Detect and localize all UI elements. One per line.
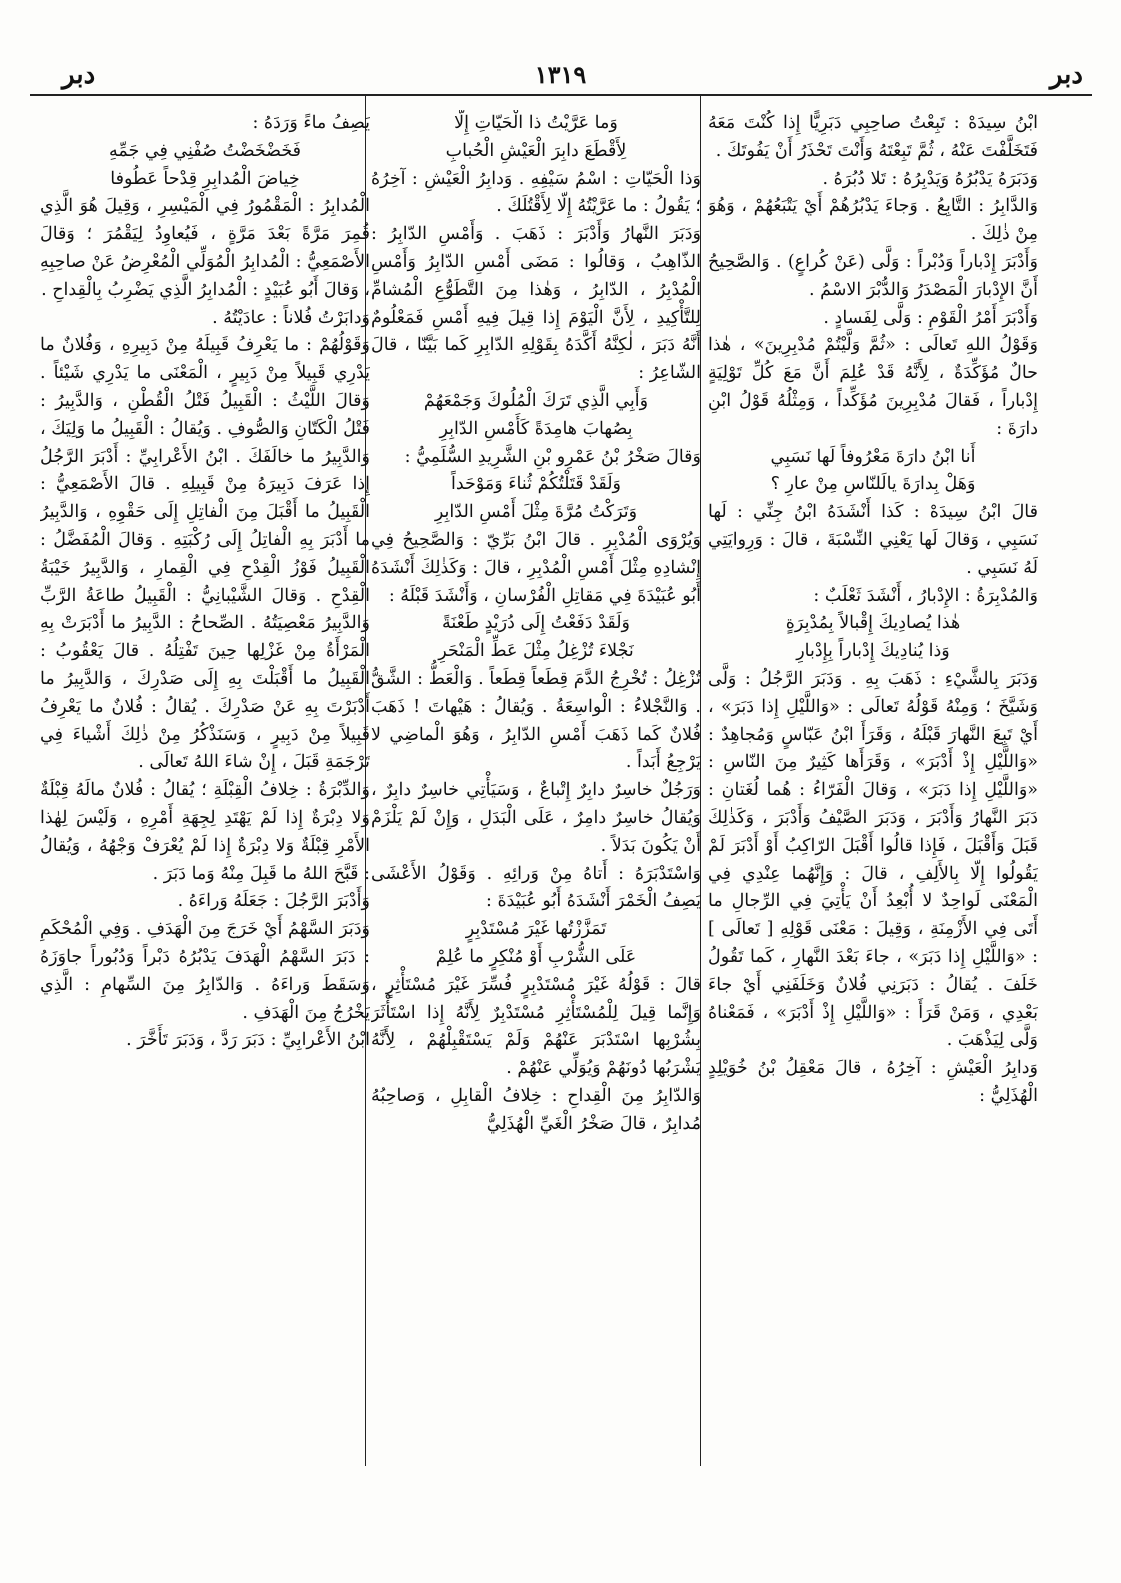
- entry-paragraph: وَالدِّبْرَةُ : خِلافُ الْقِبْلَةِ ؛ يُقالُ : فُلانٌ مالَهُ قِبْلَةٌ وَلا دِبْرَةٌ إِذا لَمْ يَهْتَدِ لِجِهَةِ أَمْرِهِ ، وَلَيْسَ لِهٰذا الأَمْرِ قِبْلَةٌ وَلا دِبْرَةٌ إِذا لَمْ يُعْرَفْ وَجْهُهُ ، وَيُقالُ : قَبَّحَ اللهُ ما قَبِلَ مِنْهُ وَما دَبَرَ .: [40, 780, 370, 884]
- verse-line: وَأَبِي الَّذِي تَرَكَ الْمُلُوكَ وَجَمْعَهُمْ: [423, 390, 649, 411]
- entry-paragraph: وَقَوْلُهُمْ : ما يَعْرِفُ قَبِيلَهُ مِنْ دَبِيرِهِ ، وَفُلانٌ ما يَدْرِي قَبِيلاً مِنْ دَبِيرٍ ، الْمَعْنَى ما يَدْرِي شَيْئاً . وَقالَ اللَّيْثُ : الْقَبِيلُ فَتْلُ الْقُطْنِ ، وَالدَّبِيرُ : فَتْلُ الْكَتّانِ وَالصُّوفِ . وَيُقالُ : الْقَبِيلُ ما وَلِيَكَ ، وَالدَّبِيرُ ما خالَفَكَ . ابْنُ الأَعْرابِيِّ : أَدْبَرَ الرَّجُلُ إِذا عَرَفَ دَبِيرَهُ مِنْ قَبِيلِهِ . قالَ الأَصْمَعِيُّ : الْقَبِيلُ ما أَقْبَلَ مِنَ الْفاتِلِ إِلَى حَقْوِهِ ، وَالدَّبِيرُ ما أَدْبَرَ بِهِ الْفاتِلُ إِلَى رُكْبَتِهِ . وَقالَ الْمُفَضَّلُ : الْقَبِيلُ فَوْزُ الْقِدْحِ فِي الْقِمارِ ، وَالدَّبِيرُ خَيْبَةُ الْقِدْحِ . وَقالَ الشَّيْبانِيُّ : الْقَبِيلُ طاعَةُ الرَّبِّ وَالدَّبِيرُ مَعْصِيَتُهُ . الصِّحاحُ : الدَّبِيرُ ما أَدْبَرَتْ بِهِ الْمَرْأَةُ مِنْ غَزْلِها حِينَ تَفْتِلُهُ . قالَ يَعْقُوبُ : الْقَبِيلُ ما أَقْبَلْتَ بِهِ إِلَى صَدْرِكَ ، وَالدَّبِيرُ ما أَدْبَرْتَ بِهِ عَنْ صَدْرِكَ . يُقالُ : فُلانٌ ما يَعْرِفُ قَبِيلاً مِنْ دَبِيرٍ ، وَسَنَذْكُرُ مِنْ ذٰلِكَ أَشْياءَ فِي تَرْجَمَةِ قَبَلَ ، إِنْ شاءَ اللهُ تَعالَى .: [40, 335, 370, 773]
- entry-paragraph: تُزْغِلُ : تُخْرِجُ الدَّمَ قِطَعاً قِطَعاً . وَالْعَطُّ : الشَّقُّ . وَالنَّجْلاءُ : الْواسِعَةُ . وَيُقالُ : هَيْهاتَ ! ذَهَبَ فُلانٌ كَما ذَهَبَ أَمْسِ الدّابِرُ ، وَهُوَ الْماضِي لا يَرْجِعُ أَبَداً .: [371, 668, 701, 773]
- header-root-word-right: دبر: [1049, 60, 1083, 90]
- verse-line: لِأَقْطَعَ دابِرَ الْعَيْشِ الْحُبابِ: [445, 140, 627, 161]
- verse-line: أَنا ابْنُ دارَةَ مَعْرُوفاً لَها نَسَبِي: [770, 446, 976, 467]
- verse-line: هٰذا يُصادِيكَ إِقْبالاً بِمُدْبِرَةٍ: [785, 613, 961, 634]
- verse-line: وَذا يُنادِيكَ إِدْباراً بِإِدْبارِ: [796, 641, 950, 662]
- entry-paragraph: ابْنُ سِيدَهْ : تَبِعْتُ صاحِبِي دَبَرِيًّا إِذا كُنْتَ مَعَهُ فَتَخَلَّفْتَ عَنْهُ ، ثُمَّ تَبِعْتَهُ وَأَنْتَ تَحْذَرُ أَنْ يَفُوتَكَ .: [708, 113, 1038, 161]
- verse-line: بِصُهابَ هامِدَةً كَأَمْسِ الدّابِرِ: [439, 418, 633, 439]
- entry-paragraph: وَاسْتَدْبَرَهُ : أَتاهُ مِنْ وَرائِهِ . وَقَوْلُ الأَعْشَى يَصِفُ الْخَمْرَ أَنْشَدَهُ أَبُو عُبَيْدَةَ :: [371, 863, 701, 912]
- verse-line: عَلَى الشُّرْبِ أَوْ مُنْكِرٍ ما عُلِمْ: [435, 946, 637, 967]
- text-column-left: [40, 110, 370, 1055]
- entry-paragraph: وَدَبَرَ بِالشَّيْءِ : ذَهَبَ بِهِ . وَدَبَرَ الرَّجُلُ : وَلَّى وَشَيَّخَ ؛ وَمِنْهُ قَوْلُهُ تَعالَى : «وَاللَّيْلِ إِذا دَبَرَ» ، أَيْ تَبِعَ النَّهارَ قَبْلَهُ ، وَقَرَأَ ابْنُ عَبّاسٍ وَمُجاهِدٌ : «وَاللَّيْلِ إِذْ أَدْبَرَ» ، وَقَرَأَها كَثِيرٌ مِنَ النّاسِ : «وَاللَّيْلِ إِذا دَبَرَ» ، وَقالَ الْفَرّاءُ : هُما لُغَتانِ : دَبَرَ النَّهارُ وَأَدْبَرَ ، وَدَبَرَ الصَّيْفُ وَأَدْبَرَ ، وَكَذٰلِكَ قَبَلَ وَأَقْبَلَ ، فَإِذا قالُوا أَقْبَلَ الرّاكِبُ أَوْ أَدْبَرَ لَمْ يَقُولُوا إِلّا بِالأَلِفِ ، قالَ : وَإِنَّهُما عِنْدِي فِي الْمَعْنَى لَواحِدٌ لا أُبْعِدُ أَنْ يَأْتِيَ فِي الرِّجالِ ما أَتَى فِي الأَزْمِنَةِ ، وَقِيلَ : مَعْنَى قَوْلِهِ [ تَعالَى ] : «وَاللَّيْلِ إِذا دَبَرَ» ، جاءَ بَعْدَ النَّهارِ ، كَما تَقُولُ خَلَفَ . يُقالُ : دَبَرَنِي فُلانٌ وَخَلَفَنِي أَيْ جاءَ بَعْدِي ، وَمَنْ قَرَأَ : «وَاللَّيْلِ إِذْ أَدْبَرَ» ، فَمَعْناهُ وَلَّى لِيَذْهَبَ .: [708, 668, 1038, 1051]
- verse-line: وَتَرَكْتُ مُرَّةَ مِثْلَ أَمْسِ الدّابِرِ: [434, 502, 638, 523]
- entry-paragraph: قالَ : قَوْلُهُ غَيْرَ مُسْتَدْبِرٍ فُسِّرَ غَيْرَ مُسْتَأْثِرٍ ، وَإِنَّما قِيلَ لِلْمُسْتَأْثِرِ مُسْتَدْبِرٌ لِأَنَّهُ إِذا اسْتَأْثَرَ بِشُرْبِها اسْتَدْبَرَ عَنْهُمْ وَلَمْ يَسْتَقْبِلْهُمْ ، لِأَنَّهُ يَشْرَبُها دُونَهُمْ وَيُوَلِّي عَنْهُمْ .: [371, 974, 701, 1079]
- page-number: ١٣١٩: [534, 60, 587, 89]
- entry-paragraph: الْمُدابِرُ : الْمَقْمُورُ فِي الْمَيْسِرِ ، وَقِيلَ هُوَ الَّذِي قُمِرَ مَرَّةً بَعْدَ مَرَّةٍ ، فَيُعاوِدُ لِيَقْمُرَ ؛ وَقالَ الأَصْمَعِيُّ : الْمُدابِرُ الْمُوَلِّي الْمُعْرِضُ عَنْ صاحِبِهِ ، وَقالَ أَبُو عُبَيْدٍ : الْمُدابِرُ الَّذِي يَضْرِبُ بِالْقِداحِ .: [40, 196, 370, 300]
- entry-paragraph: وَالدَّابِرُ : التَّابِعُ . وَجاءَ يَدْبُرُهُمْ أَيْ يَتْبَعُهُمْ ، وَهُوَ مِنْ ذٰلِكَ .: [708, 196, 1038, 245]
- verse-line: وَلَقَدْ دَفَعْتُ إِلَى دُرَيْدٍ طَعْنَةً: [442, 613, 630, 634]
- entry-paragraph: وَرَجُلٌ خاسِرٌ دابِرٌ إِتْباعٌ ، وَسَيَأْتِي خاسِرٌ دابِرٌ ، وَيُقالُ خاسِرٌ دامِرٌ ، عَلَى الْبَدَلِ ، وَإِنْ لَمْ يَلْزَمْ أَنْ يَكُونَ بَدَلاً .: [371, 780, 701, 856]
- entry-paragraph: وَالمُدْبِرَةُ : الإِدْبارُ ، أَنْشَدَ ثَعْلَبٌ :: [813, 585, 1038, 606]
- text-column-right: [708, 110, 1038, 1111]
- verse-line: وَلَقَدْ قَتَلْتُكُمْ ثُناءَ وَمَوْحَداً: [451, 474, 621, 495]
- entry-paragraph: وَدابَرْتُ فُلاناً : عادَيْتُهُ .: [212, 307, 370, 328]
- verse-line: وَهَلْ بِدارَةَ يالَلنّاسِ مِنْ عارِ ؟: [770, 474, 976, 495]
- entry-paragraph: وَدَبَرَ السَّهْمُ أَيْ خَرَجَ مِنَ الْهَدَفِ . وَفِي الْمُحْكَمِ : دَبَرَ السَّهْمُ الْهَدَفَ يَدْبُرُهُ دَبْراً وَدُبُوراً جاوَزَهُ وَسَقَطَ وَراءَهُ . وَالدّابِرُ مِنَ السِّهامِ : الَّذِي يَخْرُجُ مِنَ الْهَدَفِ .: [40, 919, 370, 1023]
- entry-paragraph: وَأَدْبَرَ إِدْباراً وَدُبْراً : وَلَّى (عَنْ كُراعٍ) . وَالصَّحِيحُ أَنَّ الإِدْبارَ الْمَصْدَرُ وَالدُّبْرَ الاسْمُ .: [708, 251, 1038, 300]
- verse-line: وَما عَرَّيْتُ ذا الْحَيّاتِ إِلّا: [454, 113, 618, 133]
- entry-paragraph: وَدَبَرَ النَّهارُ وَأَدْبَرَ : ذَهَبَ . وَأَمْسِ الدّابِرُ : الذّاهِبُ ، وَقالُوا : مَضَى أَمْسِ الدّابِرُ وَأَمْسِ الْمُدْبِرُ ، الدّابِرُ ، وَهٰذا مِنَ التَّطَوُّعِ الْمُشامِّ لِلتَّأْكِيدِ ، لِأَنَّ الْيَوْمَ إِذا قِيلَ فِيهِ أَمْسِ فَمَعْلُومٌ أَنَّهُ دَبَرَ ، لٰكِنَّهُ أَكَّدَهُ بِقَوْلِهِ الدّابِرِ كَما بَيَّنّا ، قالَ الشّاعِرُ :: [371, 224, 701, 384]
- verse-line: فَخَضْخَضْتُ صُفْنِي فِي جَمِّهِ: [108, 140, 302, 161]
- header-rule: [30, 94, 1092, 96]
- text-column-middle: [371, 110, 701, 1138]
- verse-line: نَجْلاءَ تُزْغِلُ مِثْلَ عَطِّ الْمَنْحَرِ: [438, 641, 634, 662]
- entry-paragraph: وَأَدْبَرَ أَمْرُ الْقَوْمِ : وَلَّى لِفَسادٍ .: [823, 307, 1038, 328]
- page-header: [28, 60, 1093, 94]
- verse-line: خِياضَ الْمُدابِرِ قِدْحاً عَطُوفا: [110, 168, 300, 189]
- entry-paragraph: يَصِفُ ماءً وَرَدَهُ :: [252, 113, 370, 133]
- entry-paragraph: وَذا الْحَيّاتِ : اسْمُ سَيْفِهِ . وَدابِرُ الْعَيْشِ : آخِرُهُ ؛ يَقُولُ : ما عَرَّيْتُهُ إِلّا لِأَقْتُلَكَ .: [371, 168, 701, 217]
- entry-paragraph: قالَ ابْنُ سِيدَهْ : كَذا أَنْشَدَهُ ابْنُ جِنِّي : لَها نَسَبِي ، وَقالَ لَها يَعْنِي النِّسْبَةَ ، قالَ : وَرِوايَتِي لَهُ نَسَبِي .: [708, 502, 1038, 578]
- header-root-word-left: دبر: [62, 60, 96, 90]
- entry-paragraph: وَقالَ صَخْرُ بْنُ عَمْرِو بْنِ الشَّرِيدِ السُّلَمِيُّ :: [404, 446, 701, 467]
- entry-paragraph: وَدابِرُ الْعَيْشِ : آخِرُهُ ، قالَ مَعْقِلُ بْنُ خُوَيْلِدٍ الْهُذَلِيُّ :: [708, 1058, 1038, 1106]
- entry-paragraph: وَأَدْبَرَ الرَّجُلَ : جَعَلَهُ وَراءَهُ .: [177, 891, 370, 912]
- entry-paragraph: وَدَبَرَهُ يَدْبُرُهُ وَيَدْبِرُهُ : تَلا دُبُرَهُ .: [822, 168, 1038, 189]
- verse-line: تَمَزَّزْتُها غَيْرَ مُسْتَدْبِرٍ: [465, 919, 607, 940]
- entry-paragraph: وَالدّابِرُ مِنَ الْقِداحِ : خِلافُ الْقابِلِ ، وَصاحِبُهُ مُدابِرٌ ، قالَ صَخْرُ الْغَيِّ الْهُذَلِيُّ: [371, 1085, 701, 1134]
- entry-paragraph: ابْنُ الأَعْرابِيِّ : دَبَرَ رَدَّ ، وَدَبَرَ تَأَخَّرَ .: [126, 1030, 370, 1051]
- entry-paragraph: وَيُرْوَى الْمُدْبِرِ . قالَ ابْنُ بَرِّيّ : وَالصَّحِيحُ فِي إِنْشادِهِ مِثْلَ أَمْسِ الْمُدْبِرِ ، قالَ : وَكَذٰلِكَ أَنْشَدَهُ أَبُو عُبَيْدَةَ فِي مَقاتِلِ الْفُرْسانِ ، وَأَنْشَدَ قَبْلَهُ :: [371, 529, 701, 606]
- entry-paragraph: وَقَوْلُ اللهِ تَعالَى : «ثُمَّ وَلَّيْتُمْ مُدْبِرِينَ» ، هٰذا حالٌ مُؤَكِّدَةٌ ، لِأَنَّهُ قَدْ عُلِمَ أَنَّ مَعَ كُلِّ تَوْلِيَةٍ إِدْباراً ، فَقالَ مُدْبِرِينَ مُؤَكِّداً ، وَمِثْلُهُ قَوْلُ ابْنِ دارَةَ :: [708, 335, 1038, 439]
